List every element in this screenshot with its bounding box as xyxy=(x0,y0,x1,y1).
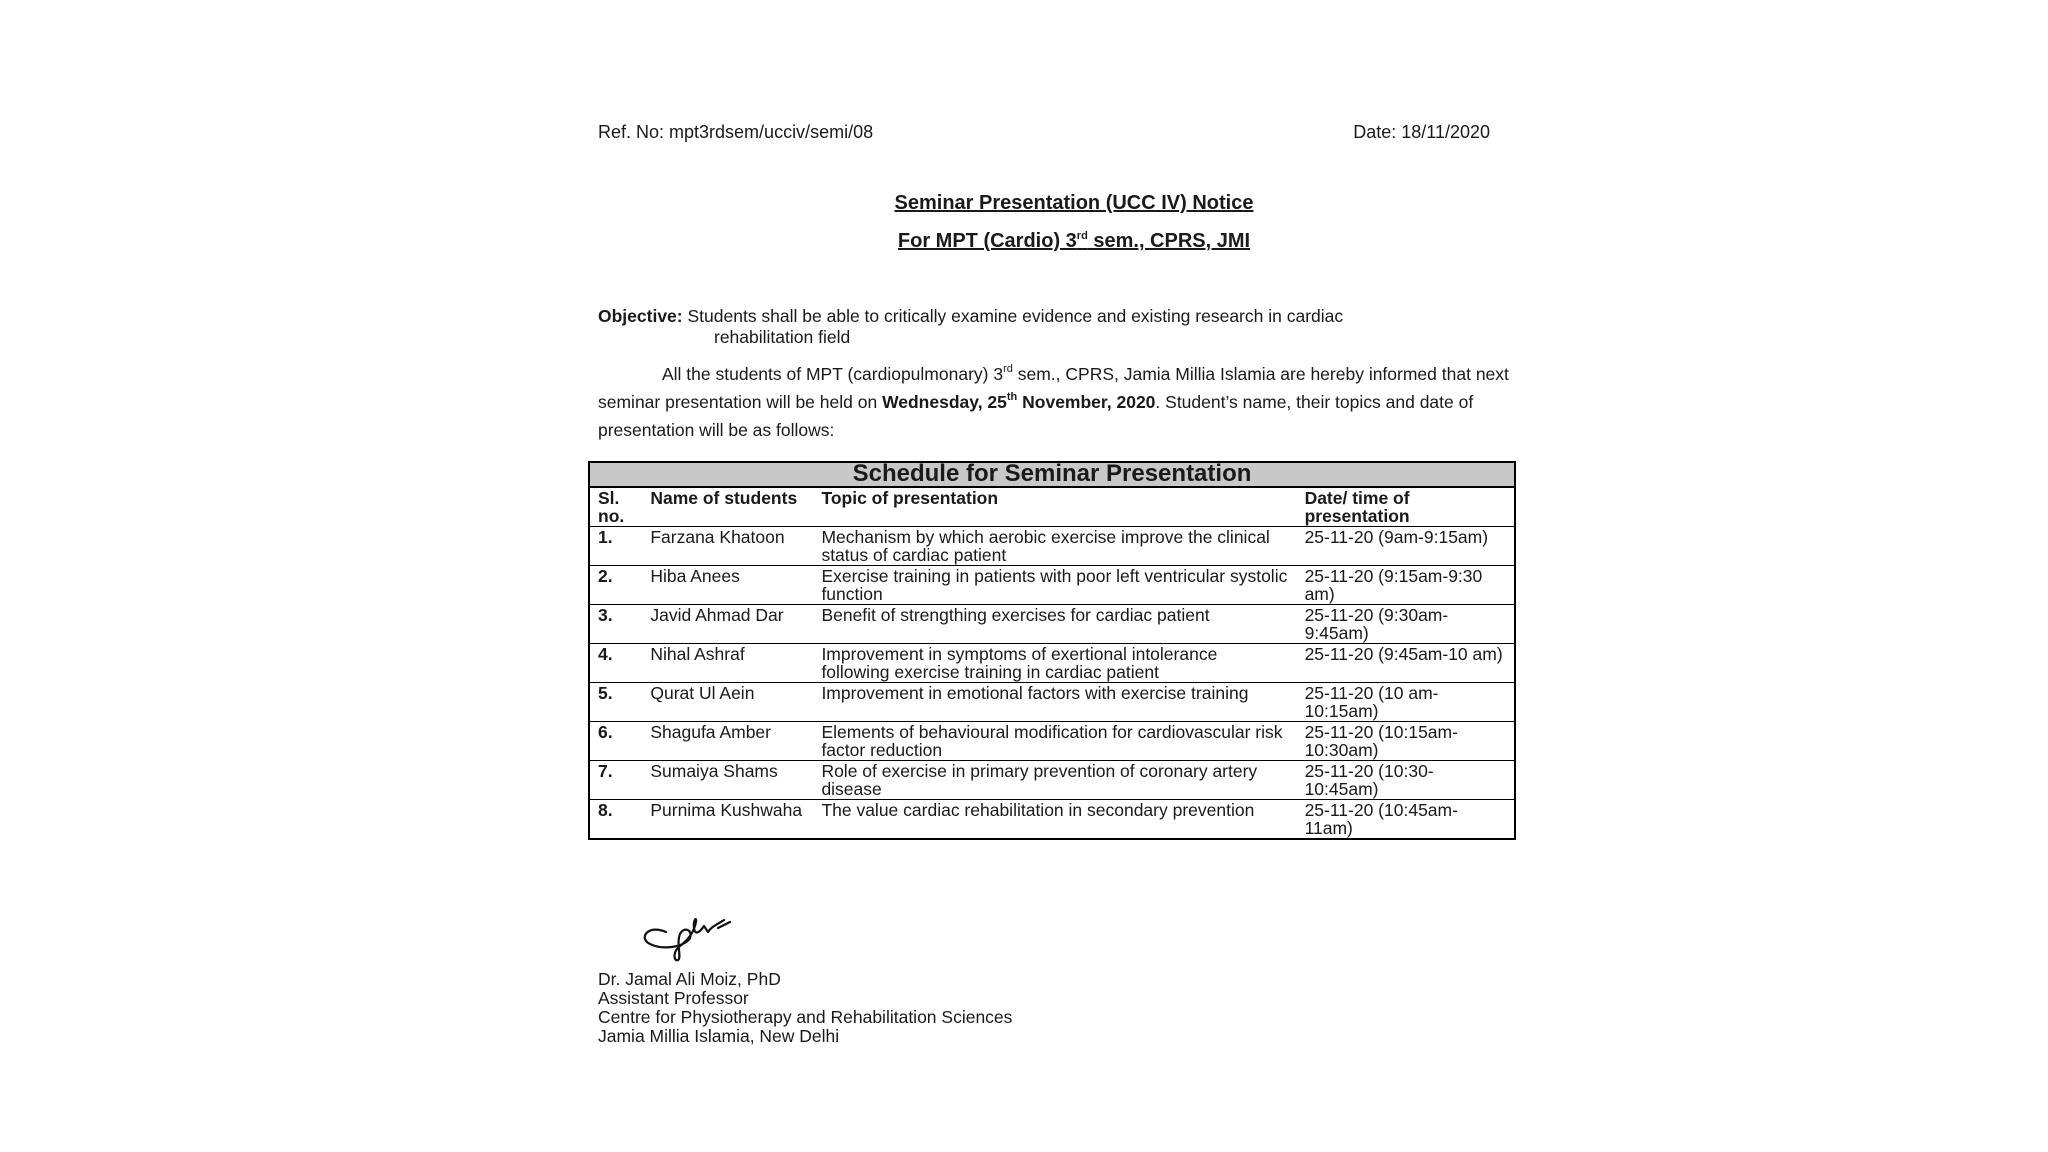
row-date-time: 25-11-20 (10:15am-10:30am) xyxy=(1297,722,1515,761)
table-row xyxy=(589,761,1515,800)
para-text-1: All the students of MPT (cardiopulmonary) 3 xyxy=(662,364,1004,384)
subtitle-part-1: For MPT (Cardio) 3 xyxy=(897,230,1077,252)
header-sl-no: Sl. no. xyxy=(598,488,625,526)
row-topic: Role of exercise in primary prevention of coronary artery disease xyxy=(813,761,1296,800)
row-topic: The value cardiac rehabilitation in secondary prevention xyxy=(813,800,1296,840)
row-date-time: 25-11-20 (9:30am-9:45am) xyxy=(1297,605,1515,644)
row-sl-no: 1. xyxy=(589,527,642,566)
schedule-table xyxy=(588,461,1516,840)
row-topic: Improvement in emotional factors with exercise training xyxy=(813,683,1296,722)
table-row xyxy=(589,644,1515,683)
table-row xyxy=(589,527,1515,566)
para-text-3: . Student’s name, their topics and date of presentation will be as follows: xyxy=(598,392,1474,440)
row-student-name: Sumaiya Shams xyxy=(642,761,813,800)
table-row xyxy=(589,683,1515,722)
row-student-name: Nihal Ashraf xyxy=(642,644,813,683)
schedule-caption-row xyxy=(589,462,1515,487)
row-sl-no: 4. xyxy=(589,644,642,683)
signature-image xyxy=(638,902,748,962)
notice-date: Date: 18/11/2020 xyxy=(1353,122,1490,142)
row-student-name: Farzana Khatoon xyxy=(642,527,813,566)
notice-subtitle xyxy=(598,230,1550,253)
para-text-2: sem., CPRS, Jamia Millia Islamia are hereby informed that next seminar presentation will be held on xyxy=(598,364,1509,412)
objective xyxy=(598,306,1550,348)
table-row xyxy=(589,800,1515,840)
row-sl-no: 6. xyxy=(589,722,642,761)
row-student-name: Qurat Ul Aein xyxy=(642,683,813,722)
header-topic: Topic of presentation xyxy=(821,488,999,508)
schedule-caption: Schedule for Seminar Presentation xyxy=(589,462,1515,487)
row-student-name: Purnima Kushwaha xyxy=(642,800,813,840)
row-date-time: 25-11-20 (10:45am-11am) xyxy=(1297,800,1515,840)
para-ordinal-2: th xyxy=(1006,391,1018,403)
row-topic: Exercise training in patients with poor left ventricular systolic function xyxy=(813,566,1296,605)
objective-label: Objective: xyxy=(598,306,683,326)
para-bold-date-2: November, 2020 xyxy=(1017,392,1156,412)
row-date-time: 25-11-20 (9:45am-10 am) xyxy=(1297,644,1515,683)
row-date-time: 25-11-20 (9:15am-9:30 am) xyxy=(1297,566,1515,605)
signatory-designation: Assistant Professor xyxy=(598,988,749,1008)
row-student-name: Javid Ahmad Dar xyxy=(642,605,813,644)
row-sl-no: 3. xyxy=(589,605,642,644)
para-ordinal-1: rd xyxy=(1003,363,1013,375)
row-date-time: 25-11-20 (10:30-10:45am) xyxy=(1297,761,1515,800)
signatory-department: Centre for Physiotherapy and Rehabilitation Sciences xyxy=(598,1007,1013,1027)
subtitle-part-2: sem., CPRS, JMI xyxy=(1087,230,1251,252)
announcement-paragraph xyxy=(598,360,1550,444)
row-topic: Benefit of strengthing exercises for cardiac patient xyxy=(813,605,1296,644)
row-sl-no: 7. xyxy=(589,761,642,800)
signatory-name: Dr. Jamal Ali Moiz, PhD xyxy=(598,969,781,989)
schedule-header-row xyxy=(589,487,1515,527)
objective-text-2: rehabilitation field xyxy=(714,327,851,347)
signatory-block xyxy=(598,970,1012,1046)
header-student-name: Name of students xyxy=(650,488,798,508)
row-topic: Mechanism by which aerobic exercise improve the clinical status of cardiac patient xyxy=(813,527,1296,566)
row-student-name: Shagufa Amber xyxy=(642,722,813,761)
row-student-name: Hiba Anees xyxy=(642,566,813,605)
objective-text-1: Students shall be able to critically examine evidence and existing research in cardiac xyxy=(682,306,1344,326)
row-date-time: 25-11-20 (10 am-10:15am) xyxy=(1297,683,1515,722)
header-date-time: Date/ time of presentation xyxy=(1304,488,1410,526)
row-topic: Improvement in symptoms of exertional intolerance following exercise training in cardiac patient xyxy=(813,644,1296,683)
table-row xyxy=(589,566,1515,605)
row-topic: Elements of behavioural modification for cardiovascular risk factor reduction xyxy=(813,722,1296,761)
row-date-time: 25-11-20 (9am-9:15am) xyxy=(1297,527,1515,566)
notice-title xyxy=(598,192,1550,215)
table-row xyxy=(589,605,1515,644)
table-row xyxy=(589,722,1515,761)
row-sl-no: 8. xyxy=(589,800,642,840)
row-sl-no: 5. xyxy=(589,683,642,722)
notice-title-text: Seminar Presentation (UCC IV) Notice xyxy=(894,192,1254,214)
reference-number: Ref. No: mpt3rdsem/ucciv/semi/08 xyxy=(598,122,874,142)
reference-row xyxy=(598,122,1490,143)
row-sl-no: 2. xyxy=(589,566,642,605)
signatory-institution: Jamia Millia Islamia, New Delhi xyxy=(598,1026,840,1046)
subtitle-ordinal: rd xyxy=(1076,230,1088,242)
notice-page xyxy=(598,118,1538,1058)
para-bold-date-1: Wednesday, 25 xyxy=(882,392,1007,412)
